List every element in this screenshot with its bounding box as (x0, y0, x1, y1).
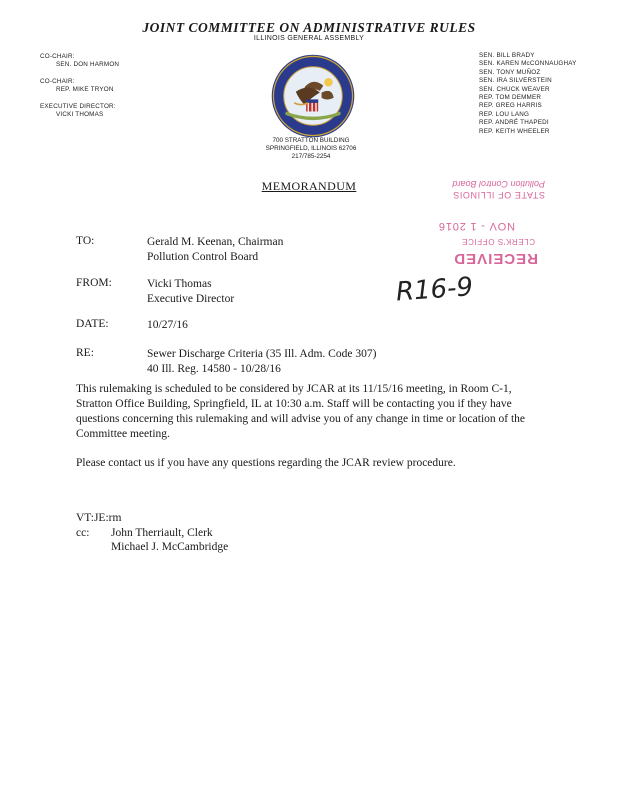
right-roster (479, 52, 609, 136)
memo-title: MEMORANDUM (261, 179, 357, 193)
stamp-line: Pollution Control Board (452, 179, 545, 189)
sender-name: Vicki Thomas (147, 278, 212, 290)
handwritten-docket-number (392, 270, 482, 310)
stamp-line: RECEIVED (453, 250, 538, 267)
header-title: JOINT COMMITTEE ON ADMINISTRATIVE RULES (142, 20, 476, 35)
to-value (147, 235, 283, 265)
address-line: 700 STRATTON BUILDING (272, 137, 350, 144)
header-subtitle: ILLINOIS GENERAL ASSEMBLY (253, 35, 365, 42)
to-label: TO: (76, 235, 95, 247)
member-name: REP. MIKE TRYON (56, 86, 114, 94)
member-name: REP. TOM DEMMER (479, 94, 542, 102)
reference-initials: VT:JE:rm (76, 512, 122, 524)
role-label: CO-CHAIR: (40, 53, 75, 60)
member-name: SEN. KAREN McCONNAUGHAY (479, 60, 577, 68)
sender-title: Executive Director (147, 293, 235, 305)
member-name: SEN. BILL BRADY (479, 52, 535, 59)
member-name: SEN. DON HARMON (56, 61, 120, 69)
recipient-name: Gerald M. Keenan, Chairman (147, 236, 284, 248)
member-name: SEN. TONY MUÑOZ (479, 68, 541, 76)
stamp-line: CLERK'S OFFICE (461, 237, 535, 246)
re-label: RE: (76, 347, 94, 359)
illinois-state-seal-icon (270, 53, 356, 139)
from-value (147, 277, 234, 307)
left-roster (40, 53, 180, 127)
address-line: SPRINGFIELD, ILLINOIS 62706 (265, 145, 357, 153)
cc-recipient: John Therriault, Clerk (111, 527, 213, 539)
member-name: REP. LOU LANG (479, 110, 530, 118)
date-label: DATE: (76, 318, 109, 330)
stamp-line: STATE OF ILLINOIS (452, 190, 545, 200)
from-label: FROM: (76, 277, 112, 289)
subject-line: Sewer Discharge Criteria (35 Ill. Adm. Code 307) (147, 348, 377, 360)
body-paragraph: Please contact us if you have any questions regarding the JCAR review procedure. (76, 457, 456, 469)
stamp-date: NOV - 1 2016 (438, 220, 515, 232)
cc-label: cc: (76, 527, 90, 539)
member-name: SEN. CHUCK WEAVER (479, 85, 550, 93)
member-name: REP. ANDRÉ THAPEDI (479, 119, 549, 127)
office-address (200, 137, 422, 162)
member-name: REP. KEITH WHEELER (479, 127, 550, 135)
co-chair-senate (40, 53, 180, 70)
date-value: 10/27/16 (147, 319, 188, 331)
register-citation: 40 Ill. Reg. 14580 - 10/28/16 (147, 363, 281, 375)
handwritten-text: R16-9 (395, 272, 475, 308)
recipient-org: Pollution Control Board (147, 251, 259, 263)
re-value (147, 347, 376, 377)
member-name: SEN. IRA SILVERSTEIN (479, 77, 552, 85)
member-name: REP. GREG HARRIS (479, 102, 542, 110)
cc-recipient: Michael J. McCambridge (111, 541, 229, 553)
received-stamp (430, 165, 560, 270)
role-label: CO-CHAIR: (40, 77, 75, 85)
co-chair-house (40, 78, 180, 95)
phone-number: 217/785-2254 (291, 153, 331, 161)
body-paragraph: This rulemaking is scheduled to be considered by JCAR at its 11/15/16 meeting, in Room C-1, Stratton Office Building, Springfield, IL at 10:30 a.m. Staff will be contacting you if they have questions concerning this rulemaking and will advise you of any change in time or location of the Committee meeting. (76, 383, 526, 440)
role-label: EXECUTIVE DIRECTOR: (40, 102, 116, 110)
executive-director (40, 103, 180, 120)
member-name: VICKI THOMAS (56, 111, 104, 119)
